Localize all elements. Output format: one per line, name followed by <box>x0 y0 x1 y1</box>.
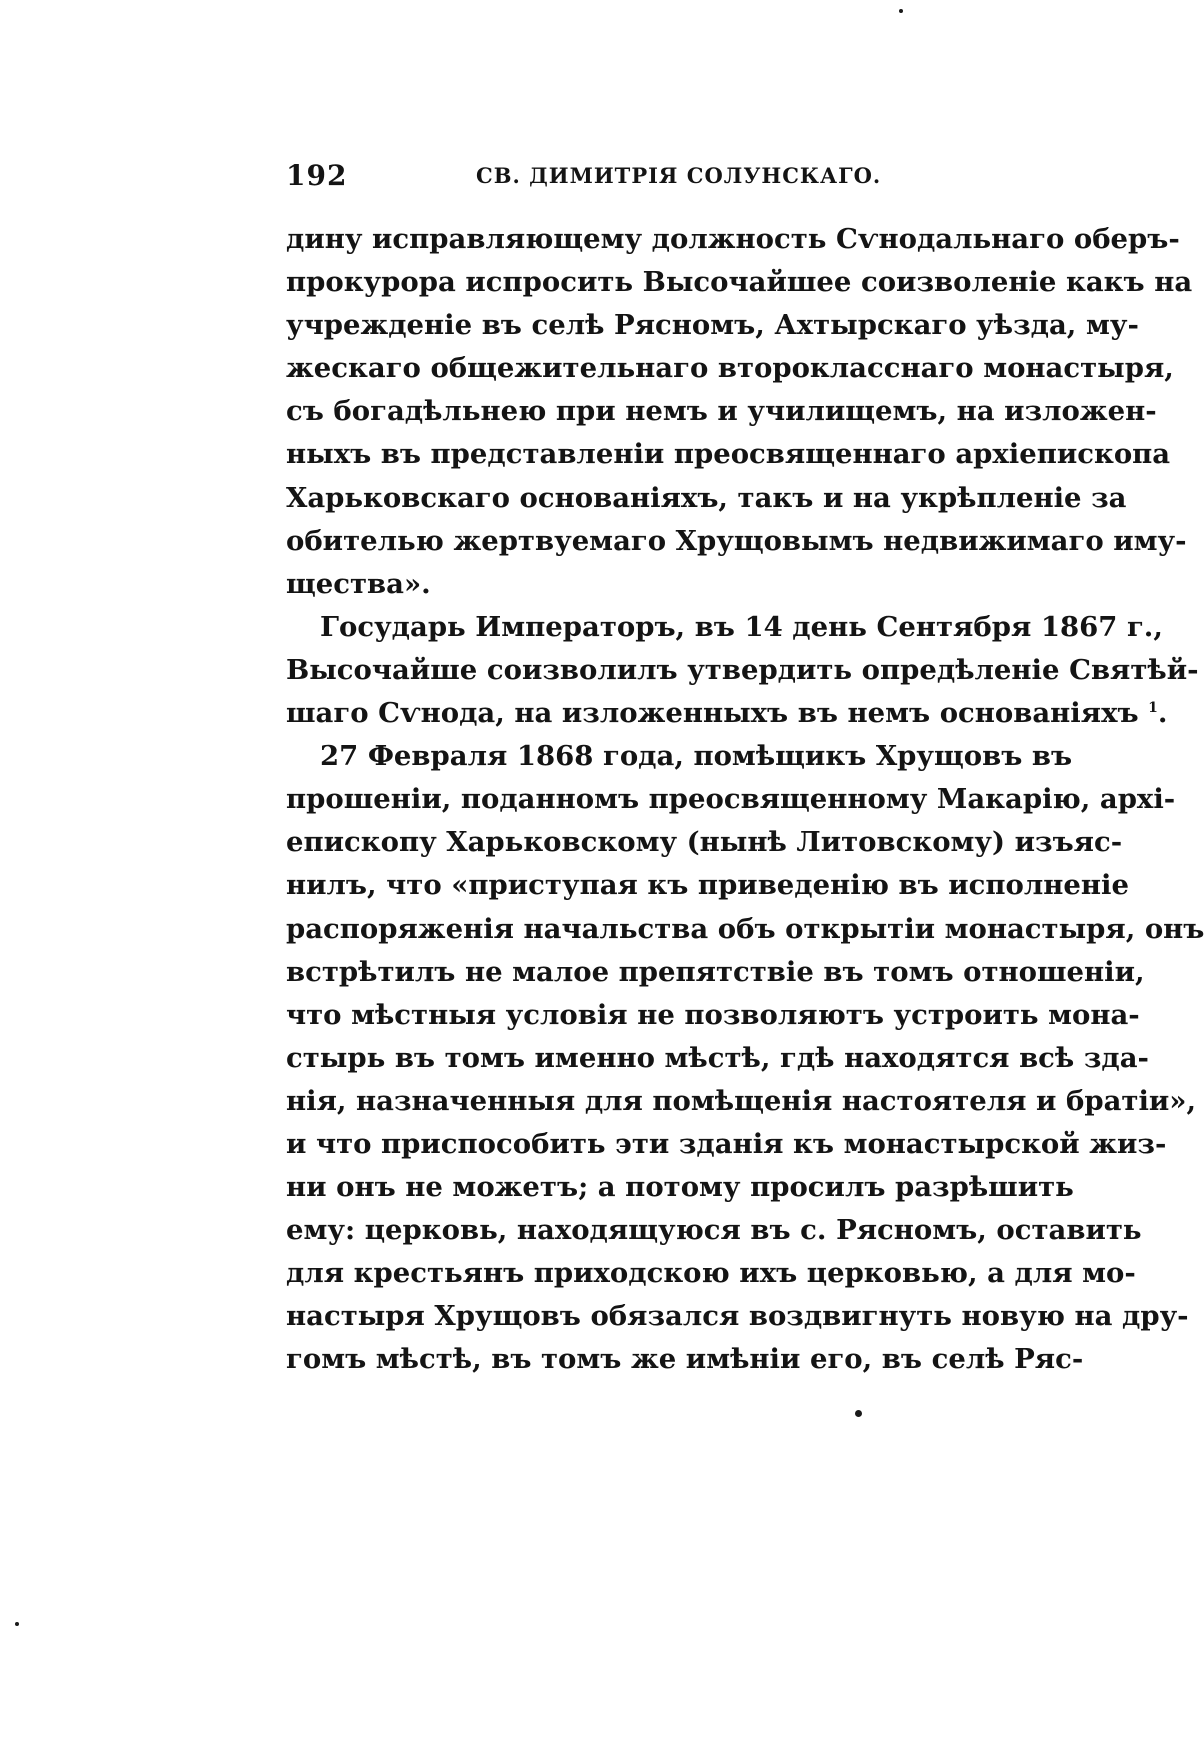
text-line-content: шаго Сѵнода, на изложенныхъ въ немъ основаніяхъ <box>286 697 1139 730</box>
text-line: настыря Хрущовъ обязался воздвигнуть новую на дру- <box>286 1300 1189 1333</box>
text-line: жескаго общежительнаго второкласснаго монастыря, <box>286 352 1174 385</box>
page-number: 192 <box>286 159 348 192</box>
text-line: ныхъ въ представленіи преосвященнаго архіепископа <box>286 438 1171 471</box>
text-line: Харьковскаго основаніяхъ, такъ и на укрѣпленіе за <box>286 481 1127 514</box>
text-line: 27 Февраля 1868 года, помѣщикъ Хрущовъ въ <box>320 740 1073 773</box>
text-line: гомъ мѣстѣ, въ томъ же имѣніи его, въ селѣ Ряс- <box>286 1343 1084 1376</box>
running-title: СВ. ДИМИТРІЯ СОЛУНСКАГО. <box>476 163 882 188</box>
ink-speck <box>855 1410 862 1417</box>
text-line: ему: церковь, находящуюся въ с. Рясномъ, оставить <box>286 1214 1142 1247</box>
text-line: учрежденіе въ селѣ Рясномъ, Ахтырскаго уѣзда, му- <box>286 309 1139 342</box>
text-line: прокурора испросить Высочайшее соизволеніе какъ на <box>286 266 1193 299</box>
text-line: епископу Харьковскому (нынѣ Литовскому) изъяс- <box>286 826 1123 859</box>
running-head <box>286 159 1020 199</box>
text-line: обителью жертвуемаго Хрущовымъ недвижимаго иму- <box>286 524 1187 557</box>
text-line: прошеніи, поданномъ преосвященному Макарію, архі- <box>286 783 1176 816</box>
footnote-marker[interactable]: 1 <box>1148 699 1158 716</box>
text-line: нилъ, что «приступая къ приведенію въ исполненіе <box>286 869 1129 902</box>
text-line: что мѣстныя условія не позволяютъ устроить мона- <box>286 998 1140 1031</box>
text-line: нія, назначенныя для помѣщенія настоятеля и братіи», <box>286 1084 1197 1117</box>
footnote-tail: . <box>1157 697 1168 730</box>
text-line: ни онъ не можетъ; а потому просилъ разрѣшить <box>286 1171 1074 1204</box>
ink-speck <box>899 9 903 13</box>
text-line: встрѣтилъ не малое препятствіе въ томъ отношеніи, <box>286 955 1145 988</box>
text-line: распоряженія начальства объ открытіи монастыря, онъ <box>286 912 1204 945</box>
text-line: для крестьянъ приходскою ихъ церковью, а для мо- <box>286 1257 1136 1290</box>
text-line: Государь Императоръ, въ 14 день Сентября 1867 г., <box>320 610 1163 643</box>
text-line: стырь въ томъ именно мѣстѣ, гдѣ находятся всѣ зда- <box>286 1041 1149 1074</box>
text-line-with-footnote <box>286 692 1168 735</box>
text-line: щества». <box>286 567 431 600</box>
ink-speck <box>15 1622 19 1626</box>
body-text <box>286 218 1204 1382</box>
text-line: и что приспособить эти зданія къ монастырской жиз- <box>286 1127 1167 1160</box>
text-line: съ богадѣльнею при немъ и училищемъ, на изложен- <box>286 395 1157 428</box>
text-line: дину исправляющему должность Сѵнодальнаго оберъ- <box>286 223 1180 255</box>
text-line: Высочайше соизволилъ утвердить опредѣленіе Святѣй- <box>286 653 1199 686</box>
